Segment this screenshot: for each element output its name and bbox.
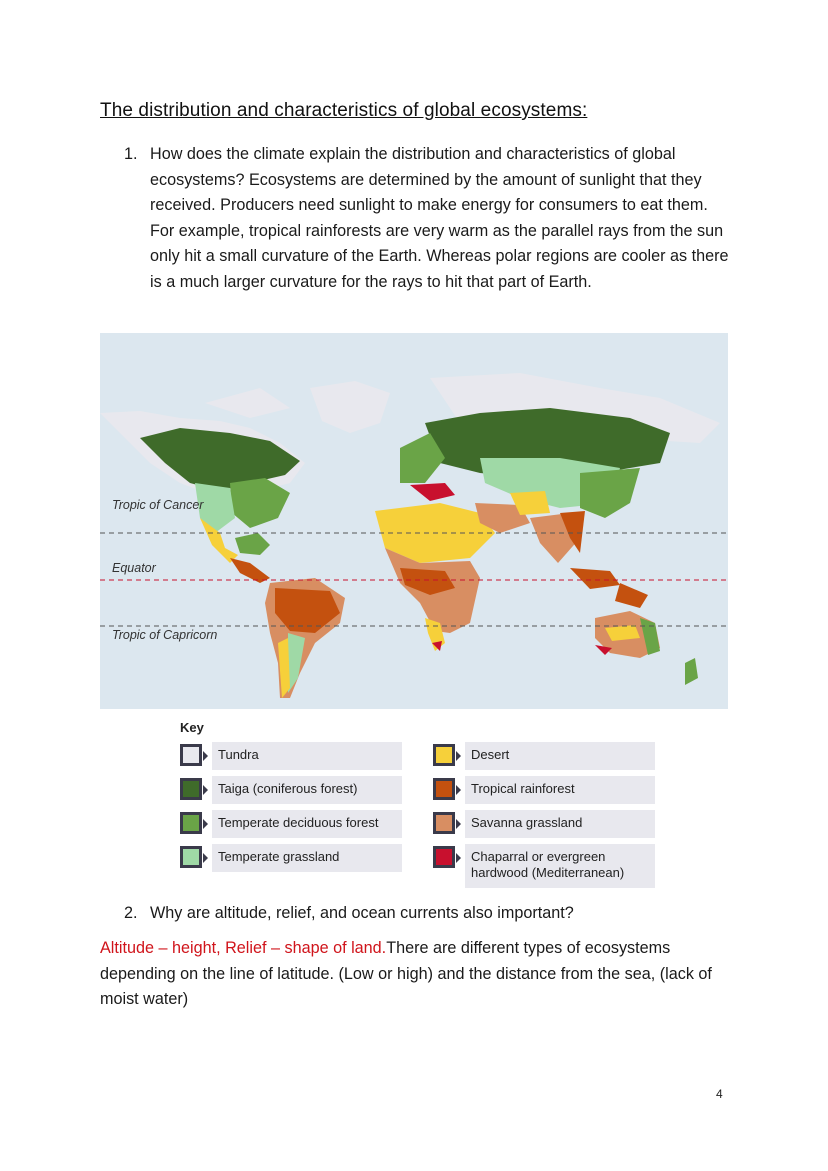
swatch [180, 778, 202, 800]
arrow-icon [203, 853, 208, 863]
key-label: Taiga (coniferous forest) [212, 776, 402, 804]
arrow-icon [203, 785, 208, 795]
key-label: Tundra [212, 742, 402, 770]
key-label: Desert [465, 742, 655, 770]
key-title: Key [180, 720, 204, 735]
key-label: Savanna grassland [465, 810, 655, 838]
arrow-icon [456, 853, 461, 863]
question-1 [124, 142, 734, 295]
answer-body: There are different types of ecosystems depending on the line of latitude. (Low or high) and the distance from the sea, (lack of moist water) [100, 939, 712, 1008]
equator-label: Equator [112, 561, 156, 575]
arrow-icon [203, 819, 208, 829]
arrow-icon [456, 785, 461, 795]
swatch [433, 846, 455, 868]
key-label: Temperate grassland [212, 844, 402, 872]
biome-world-map [100, 333, 728, 709]
key-label: Chaparral or evergreen hardwood (Mediterranean) [465, 844, 655, 888]
question-number: 2. [124, 904, 138, 922]
question-2 [124, 901, 734, 927]
tropic-of-cancer-label: Tropic of Cancer [112, 498, 204, 512]
question-number: 1. [124, 145, 138, 163]
arrow-icon [203, 751, 208, 761]
map-key [180, 720, 660, 890]
swatch [433, 778, 455, 800]
swatch [433, 744, 455, 766]
question-text: Why are altitude, relief, and ocean currents also important? [150, 904, 574, 922]
world-map-graphic [100, 333, 728, 709]
swatch [180, 812, 202, 834]
page-title: The distribution and characteristics of global ecosystems: [100, 100, 588, 121]
swatch [180, 846, 202, 868]
page-number: 4 [716, 1087, 723, 1101]
question-text: How does the climate explain the distribution and characteristics of global ecosystems? Ecosystems are determined by the amount of sunlight that they received. Producers need sunlight to make energy for consumers to eat them. For example, tropical rainforests are very warm as the parallel rays from the sun only hit a small curvature of the Earth. Whereas polar regions are cooler as there is a much larger curvature for the rays to hit that part of Earth. [150, 145, 729, 291]
tropic-of-capricorn-label: Tropic of Capricorn [112, 628, 218, 642]
key-label: Temperate deciduous forest [212, 810, 402, 838]
key-label: Tropical rainforest [465, 776, 655, 804]
swatch [433, 812, 455, 834]
arrow-icon [456, 819, 461, 829]
answer-highlight: Altitude – height, Relief – shape of land. [100, 939, 387, 957]
arrow-icon [456, 751, 461, 761]
answer-text [100, 936, 740, 1013]
swatch [180, 744, 202, 766]
